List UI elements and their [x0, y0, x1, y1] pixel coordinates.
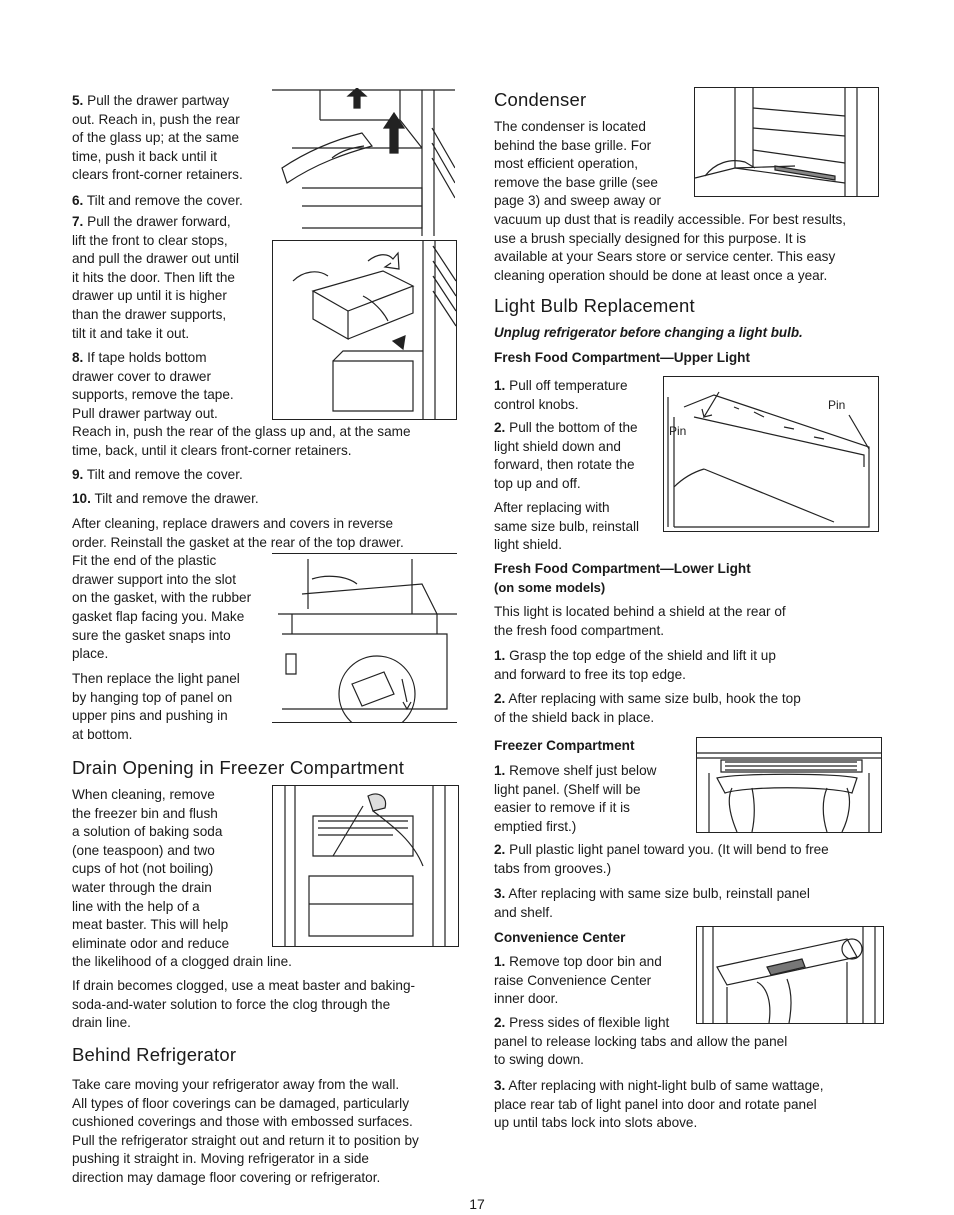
text-line: Pull the refrigerator straight out and return it to position by [72, 1132, 419, 1148]
text-line: light panel. (Shelf will be [494, 781, 641, 797]
convenience-step-3 [494, 1077, 823, 1133]
text-line: Press sides of flexible light [509, 1015, 670, 1030]
text-line: of the glass up; at the same [72, 130, 240, 146]
text-line: All types of floor coverings can be damaged, particularly [72, 1095, 409, 1111]
text-line: Pull the drawer partway [87, 93, 230, 108]
text-line: of the shield back in place. [494, 709, 655, 725]
behind-heading: Behind Refrigerator [72, 1044, 237, 1065]
text-line: After replacing with same size bulb, reinstall panel [508, 886, 810, 901]
text-line: Remove top door bin and [509, 954, 662, 969]
text-line: If tape holds bottom [87, 350, 207, 365]
light-shield-illustration [663, 376, 879, 532]
text-line: easier to remove if it is [494, 800, 630, 816]
step-number: 5. [72, 93, 84, 108]
text-line: Take care moving your refrigerator away from the wall. [72, 1077, 400, 1092]
text-line: supports, remove the tape. [72, 387, 234, 403]
text-line: Pull off temperature [509, 378, 628, 393]
drawer-removal-illustration [272, 240, 457, 420]
gasket-drawing [272, 554, 457, 722]
text-line: This light is located behind a shield at the rear of [494, 604, 786, 619]
text-line: pushing it straight in. Moving refrigerator in a side [72, 1151, 369, 1167]
freezer-light-drawing [697, 738, 881, 832]
text-line: panel to release locking tabs and allow the panel [494, 1033, 788, 1049]
freezer-heading: Freezer Compartment [494, 738, 635, 753]
text-line: If drain becomes clogged, use a meat baster and baking- [72, 978, 416, 993]
light-shield-drawing [664, 377, 878, 531]
text-line: Pull the bottom of the [509, 420, 638, 435]
lower-intro-paragraph [494, 603, 786, 640]
text-line: by hanging top of panel on [72, 689, 233, 705]
text-line: forward, then rotate the [494, 457, 635, 473]
text-line: control knobs. [494, 396, 579, 412]
step-number: 10. [72, 491, 91, 506]
text-line: Reach in, push the rear of the glass up and, at the same [72, 424, 411, 440]
text-line: behind the base grille. For [494, 137, 652, 153]
text-line: Grasp the top edge of the shield and lift it up [509, 648, 776, 663]
text-line: After replacing with same size bulb, hook the top [508, 691, 801, 706]
text-line: to swing down. [494, 1052, 584, 1068]
step-9 [72, 466, 243, 485]
step-number: 3. [494, 886, 506, 901]
page-number: 17 [469, 1196, 485, 1212]
behind-paragraph [72, 1076, 419, 1188]
text-line: page 3) and sweep away or [494, 193, 662, 209]
step-number: 9. [72, 467, 84, 482]
step-number: 1. [494, 954, 506, 969]
condenser-illustration [694, 87, 879, 197]
pin-label-left: Pin [669, 424, 687, 438]
condenser-heading: Condenser [494, 89, 587, 110]
text-line: light shield down and [494, 438, 621, 454]
step-number: 2. [494, 842, 506, 857]
text-line: Fit the end of the plastic [72, 553, 217, 569]
text-line: available at your Sears store or service center. This easy [494, 249, 836, 265]
step-number: 7. [72, 214, 84, 229]
text-line: drawer cover to drawer [72, 368, 212, 384]
text-line: tabs from grooves.) [494, 860, 612, 876]
step-6 [72, 192, 243, 211]
text-line: a solution of baking soda [72, 824, 223, 840]
drain-paragraph [72, 786, 292, 972]
text-line: the fresh food compartment. [494, 622, 665, 638]
text-line: Pull drawer partway out. [72, 405, 218, 421]
step-number: 1. [494, 378, 506, 393]
text-line: drawer support into the slot [72, 571, 236, 587]
text-line: most efficient operation, [494, 156, 639, 172]
text-line: drain line. [72, 1015, 131, 1031]
text-line: raise Convenience Center [494, 972, 652, 988]
gasket-illustration [272, 553, 457, 723]
step-number: 1. [494, 648, 506, 663]
upper-after-paragraph [494, 499, 639, 555]
text-line: Tilt and remove the cover. [86, 467, 243, 482]
text-line: out. Reach in, push the rear [72, 111, 240, 127]
text-line: Pull plastic light panel toward you. (It will bend to free [509, 842, 829, 857]
text-line: same size bulb, reinstall [494, 518, 640, 534]
text-line: place. [72, 646, 109, 662]
unplug-warning: Unplug refrigerator before changing a light bulb. [494, 325, 803, 340]
text-line: drawer up until it is higher [72, 288, 227, 304]
step-number: 2. [494, 1015, 506, 1030]
text-line: water through the drain [72, 879, 212, 895]
text-line: (one teaspoon) and two [72, 842, 215, 858]
text-line: Tilt and remove the cover. [86, 193, 243, 208]
text-line: Then replace the light panel [72, 671, 240, 686]
text-line: inner door. [494, 991, 559, 1007]
text-line: lift the front to clear stops, [72, 232, 228, 248]
text-line: The condenser is located [494, 119, 646, 134]
text-line: meat baster. This will help [72, 917, 229, 933]
text-line: up until tabs lock into slots above. [494, 1115, 698, 1131]
drawer-removal-drawing [273, 241, 456, 419]
upper-light-heading: Fresh Food Compartment—Upper Light [494, 350, 751, 365]
freezer-step-3 [494, 885, 810, 922]
light-bulb-heading: Light Bulb Replacement [494, 295, 695, 316]
text-line: line with the help of a [72, 898, 200, 914]
text-line: Remove shelf just below [509, 763, 657, 778]
lower-step-1 [494, 647, 776, 684]
text-line: vacuum up dust that is readily accessible. For best results, [494, 211, 847, 227]
freezer-step-1 [494, 762, 656, 836]
text-line: light shield. [494, 537, 563, 553]
text-line: than the drawer supports, [72, 306, 227, 322]
text-line: upper pins and pushing in [72, 708, 228, 724]
text-line: and pull the drawer out until [72, 251, 240, 267]
text-line: soda-and-water solution to force the clog through the [72, 996, 391, 1012]
text-line: it hits the door. Then lift the [72, 269, 235, 285]
freezer-light-illustration [696, 737, 882, 833]
text-line: emptied first.) [494, 818, 577, 834]
text-line: Pull the drawer forward, [87, 214, 231, 229]
text-line: remove the base grille (see [494, 174, 658, 190]
text-line: and forward to free its top edge. [494, 666, 686, 682]
step-number: 8. [72, 350, 84, 365]
drain-opening-illustration [272, 785, 459, 947]
lower-light-subheading: (on some models) [494, 580, 606, 595]
text-line: order. Reinstall the gasket at the rear of the top drawer. [72, 534, 404, 550]
upper-step-1 [494, 377, 628, 414]
convenience-step-1 [494, 953, 662, 1009]
text-line: When cleaning, remove [72, 787, 215, 802]
drain-clogged-paragraph [72, 977, 415, 1033]
drain-opening-drawing [273, 786, 458, 946]
lower-light-heading: Fresh Food Compartment—Lower Light [494, 561, 751, 576]
step-number: 6. [72, 193, 84, 208]
text-line: at bottom. [72, 726, 133, 742]
text-line: the freezer bin and flush [72, 805, 218, 821]
text-line: on the gasket, with the rubber [72, 590, 252, 606]
convenience-heading: Convenience Center [494, 930, 626, 945]
text-line: cleaning operation should be done at least once a year. [494, 267, 828, 283]
condenser-drawing [695, 88, 878, 196]
convenience-center-illustration [696, 926, 884, 1024]
text-line: top up and off. [494, 475, 581, 491]
lower-step-2 [494, 690, 801, 727]
replace-panel-paragraph [72, 670, 240, 744]
step-number: 3. [494, 1078, 506, 1093]
step-number: 1. [494, 763, 506, 778]
text-line: place rear tab of light panel into door and rotate panel [494, 1096, 817, 1112]
freezer-step-2 [494, 841, 829, 878]
step-number: 2. [494, 691, 506, 706]
text-line: clears front-corner retainers. [72, 167, 243, 183]
text-line: direction may damage floor covering or refrigerator. [72, 1169, 381, 1185]
text-line: sure the gasket snaps into [72, 627, 231, 643]
drawer-glass-drawing [272, 88, 455, 236]
text-line: Tilt and remove the drawer. [94, 491, 259, 506]
text-line: After replacing with [494, 500, 610, 515]
text-line: and shelf. [494, 904, 553, 920]
drain-heading: Drain Opening in Freezer Compartment [72, 757, 405, 778]
pin-label-right: Pin [828, 398, 846, 412]
text-line: After replacing with night-light bulb of same wattage, [508, 1078, 824, 1093]
text-line: eliminate odor and reduce [72, 935, 230, 951]
text-line: the likelihood of a clogged drain line. [72, 954, 292, 970]
text-line: cups of hot (not boiling) [72, 861, 214, 877]
step-5 [72, 92, 243, 185]
drawer-glass-illustration [272, 88, 455, 236]
text-line: cushioned coverings and those with embossed surfaces. [72, 1114, 413, 1130]
text-line: time, push it back until it [72, 148, 218, 164]
step-number: 2. [494, 420, 506, 435]
text-line: tilt it and take it out. [72, 325, 190, 341]
text-line: After cleaning, replace drawers and covers in reverse [72, 516, 394, 531]
convenience-step-2 [494, 1014, 787, 1070]
convenience-center-drawing [697, 927, 883, 1023]
step-10 [72, 490, 259, 509]
step-7 [72, 213, 239, 343]
text-line: use a brush specially designed for this purpose. It is [494, 230, 807, 246]
text-line: gasket flap facing you. Make [72, 608, 245, 624]
text-line: time, back, until it clears front-corner retainers. [72, 442, 352, 458]
upper-step-2 [494, 419, 638, 493]
